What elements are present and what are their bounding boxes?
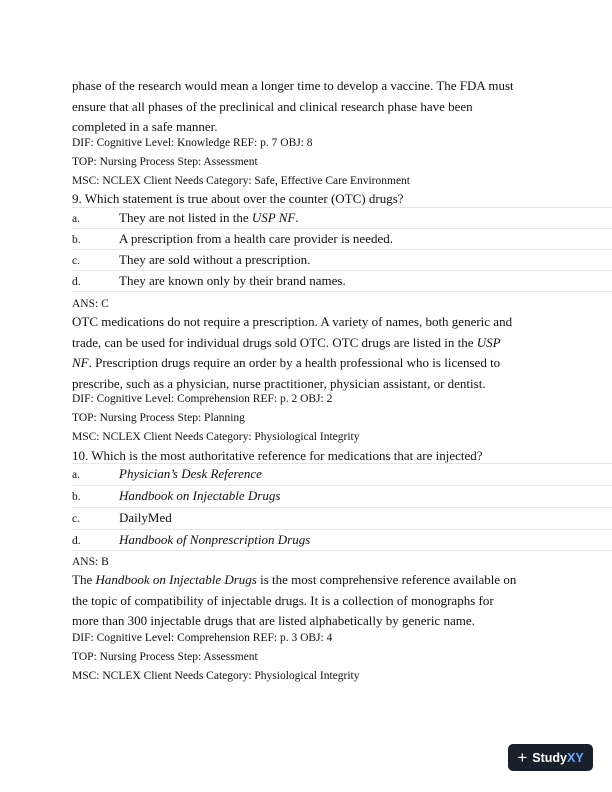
logo-text-accent: XY <box>566 750 584 765</box>
option-letter: a. <box>72 213 80 225</box>
msc-line: MSC: NCLEX Client Needs Category: Physiological Integrity <box>72 670 360 682</box>
continuation-paragraph <box>72 76 542 138</box>
option-text: They are sold without a prescription. <box>119 252 311 267</box>
option-row <box>72 463 612 484</box>
option-row <box>72 270 612 292</box>
option-row <box>72 529 612 551</box>
question-9: 9. Which statement is true about over the counter (OTC) drugs? <box>72 191 404 206</box>
msc-line: MSC: NCLEX Client Needs Category: Safe, Effective Care Environment <box>72 175 411 187</box>
option-text: A prescription from a health care provider is needed. <box>119 231 393 246</box>
option-text: Handbook of Nonprescription Drugs <box>119 532 311 547</box>
continuation-line: completed in a safe manner. <box>72 119 218 134</box>
option-text: Physician’s Desk Reference <box>119 466 262 481</box>
studyxy-logo-badge[interactable] <box>508 744 593 771</box>
option-text: They are known only by their brand names. <box>119 273 346 288</box>
option-letter: a. <box>72 469 80 481</box>
plus-icon: + <box>517 748 528 767</box>
option-text: They are not listed in the USP NF. <box>119 210 299 225</box>
option-letter: b. <box>72 491 81 503</box>
option-letter: d. <box>72 535 81 547</box>
option-text: DailyMed <box>119 510 172 525</box>
rationale-10: The Handbook on Injectable Drugs is the most comprehensive reference available on the topic of compatibility of injectable drugs. It is a collection of monographs for more than 300 injectable drugs that are listed alphabetically by generic name. <box>72 572 517 628</box>
msc-line: MSC: NCLEX Client Needs Category: Physiological Integrity <box>72 431 360 443</box>
option-letter: c. <box>72 255 80 267</box>
top-line: TOP: Nursing Process Step: Assessment <box>72 651 258 663</box>
continuation-line: phase of the research would mean a longer time to develop a vaccine. The FDA must <box>72 78 514 93</box>
continuation-line: ensure that all phases of the preclinical and clinical research phase have been <box>72 98 473 114</box>
question-10: 10. Which is the most authoritative reference for medications that are injected? <box>72 448 483 463</box>
option-letter: b. <box>72 234 81 246</box>
option-row <box>72 507 612 528</box>
option-text: Handbook on Injectable Drugs <box>119 488 281 503</box>
rationale-9: OTC medications do not require a prescription. A variety of names, both generic and trade, can be used for individual drugs sold OTC. OTC drugs are listed in the USP NF. Prescription drugs require an order by a health professional who is licensed to prescribe, such as a physician, nurse practitioner, physician assistant, or dentist. <box>72 314 513 391</box>
option-row <box>72 207 612 228</box>
option-letter: c. <box>72 513 80 525</box>
top-line: TOP: Nursing Process Step: Planning <box>72 412 245 424</box>
option-row <box>72 485 612 506</box>
option-letter: d. <box>72 276 81 288</box>
logo-text-main: Study <box>532 750 567 765</box>
option-row <box>72 249 612 270</box>
answer-9: ANS: C <box>72 298 109 310</box>
answer-10: ANS: B <box>72 556 109 568</box>
dif-line: DIF: Cognitive Level: Comprehension REF: p. 2 OBJ: 2 <box>72 393 333 405</box>
dif-line: DIF: Cognitive Level: Knowledge REF: p. 7 OBJ: 8 <box>72 137 313 149</box>
dif-line: DIF: Cognitive Level: Comprehension REF: p. 3 OBJ: 4 <box>72 632 333 644</box>
option-row <box>72 228 612 249</box>
top-line: TOP: Nursing Process Step: Assessment <box>72 156 258 168</box>
